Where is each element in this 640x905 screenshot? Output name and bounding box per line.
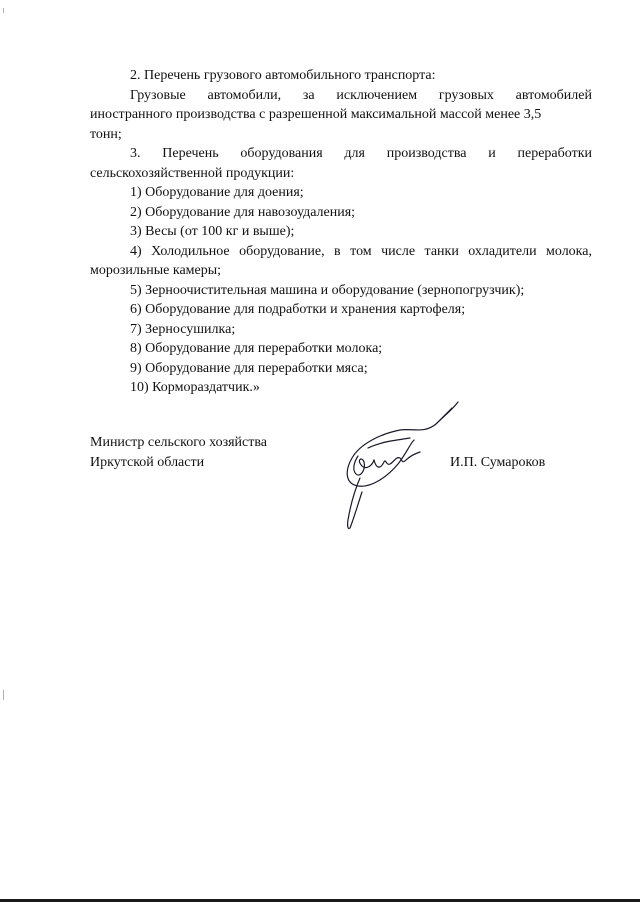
signatory-position-line1: Министр сельского хозяйства — [90, 435, 267, 450]
list-item-10: 10) Кормораздатчик.» — [130, 380, 260, 395]
section2-text-line3: тонн; — [90, 126, 122, 142]
section3-heading-line2: сельскохозяйственной продукции: — [90, 165, 295, 181]
section2-text-line2: иностранного производства с разрешенной максимальной массой менее 3,5 — [90, 107, 542, 122]
section3-heading-line1: 3. Перечень оборудования для производства и переработки — [130, 146, 592, 161]
scan-bottom-border — [0, 899, 640, 902]
list-item-7: 7) Зерносушилка; — [130, 321, 236, 337]
signatory-position — [90, 433, 267, 473]
list-item-4-continued: морозильные камеры; — [90, 263, 222, 278]
list-item-3: 3) Весы (от 100 кг и выше); — [130, 224, 295, 239]
list-item-1: 1) Оборудование для доения; — [130, 185, 304, 200]
signatory-name: И.П. Сумароков — [450, 455, 546, 470]
list-item-6: 6) Оборудование для подработки и хранения картофеля; — [130, 302, 466, 317]
section2-text-line1: Грузовые автомобили, за исключением грузовых автомобилей — [130, 87, 592, 103]
list-item-5: 5) Зерноочистительная машина и оборудование (зернопогрузчик); — [130, 282, 525, 298]
list-item-8: 8) Оборудование для переработки молока; — [130, 341, 383, 356]
scan-edge-mark — [3, 8, 4, 13]
signature-block — [90, 433, 592, 533]
scan-edge-mark — [3, 690, 4, 700]
section2-heading: 2. Перечень грузового автомобильного транспорта: — [130, 68, 436, 83]
list-item-2: 2) Оборудование для навозоудаления; — [130, 204, 356, 220]
list-item-4: 4) Холодильное оборудование, в том числе танки охладители молока, — [130, 243, 592, 259]
document-body — [90, 66, 592, 398]
signatory-position-line2: Иркутской области — [90, 455, 205, 470]
list-item-9: 9) Оборудование для переработки мяса; — [130, 360, 368, 376]
